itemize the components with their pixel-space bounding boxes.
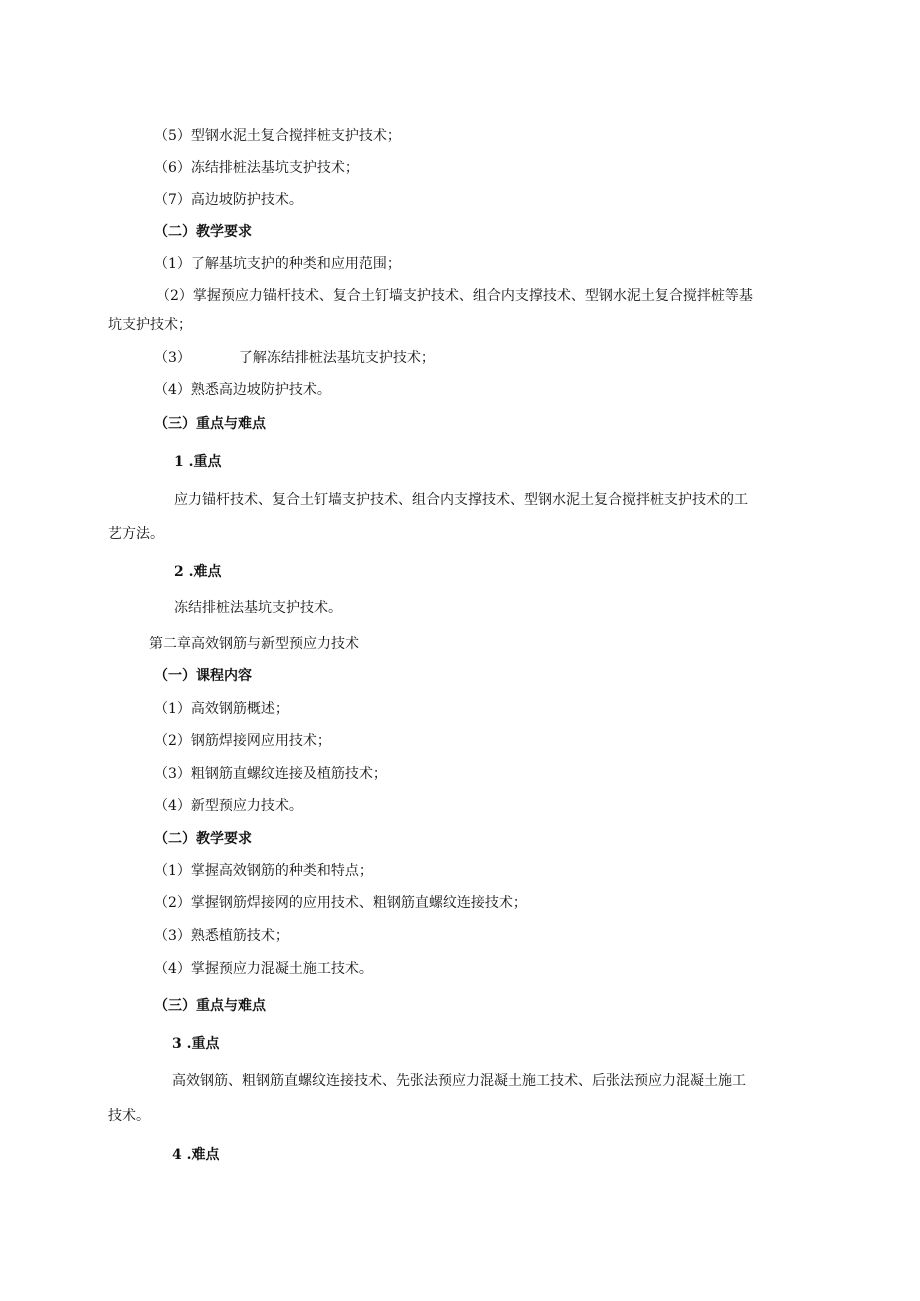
chapter2-teaching-item-3: （3）熟悉植筋技术； (154, 928, 289, 944)
chapter2-teaching-item-4: （4）掌握预应力混凝土施工技术。 (154, 961, 373, 977)
chapter2-content-item-4: （4）新型预应力技术。 (154, 798, 303, 814)
teaching-item-2-line1: （2）掌握预应力锚杆技术、复合土钉墙支护技术、组合内支撑技术、型钢水泥土复合搅拌桩等基 (156, 288, 753, 304)
chapter2-teaching-heading: （二）教学要求 (154, 831, 252, 847)
chapter2-key-difficult-heading: （三）重点与难点 (154, 998, 266, 1014)
chapter2-content-item-1: （1）高效钢筋概述； (154, 701, 289, 717)
teaching-item-3 (154, 348, 435, 368)
teaching-requirements-heading: （二）教学要求 (154, 224, 252, 240)
course-content-heading: （一）课程内容 (154, 668, 252, 684)
content-item-6: （6）冻结排桩法基坑支护技术； (154, 160, 359, 176)
content-item-5: （5）型钢水泥土复合搅拌桩支护技术； (154, 128, 401, 144)
key-points-text-line1: 应力锚杆技术、复合土钉墙支护技术、组合内支撑技术、型钢水泥土复合搅拌桩支护技术的工 (174, 492, 748, 508)
key-points-text-line2: 艺方法。 (108, 526, 164, 542)
chapter2-difficult-points-label: 4 .难点 (172, 1147, 220, 1163)
teaching-item-3-text: 了解冻结排桩法基坑支护技术； (238, 350, 435, 366)
chapter-2-title: 第二章高效钢筋与新型预应力技术 (149, 636, 359, 652)
key-points-label: 1 .重点 (174, 454, 222, 470)
chapter2-content-item-2: （2）钢筋焊接网应用技术； (154, 733, 331, 749)
teaching-item-1: （1）了解基坑支护的种类和应用范围； (154, 256, 401, 272)
teaching-item-2-line2: 坑支护技术； (108, 317, 192, 333)
chapter2-teaching-item-2: （2）掌握钢筋焊接网的应用技术、粗钢筋直螺纹连接技术； (154, 895, 527, 911)
key-difficult-heading: （三）重点与难点 (154, 416, 266, 432)
teaching-item-4: （4）熟悉高边坡防护技术。 (154, 382, 331, 398)
content-item-7: （7）高边坡防护技术。 (154, 192, 303, 208)
chapter2-key-points-label: 3 .重点 (172, 1036, 220, 1052)
difficult-points-text: 冻结排桩法基坑支护技术。 (174, 600, 342, 616)
teaching-item-3-number: （3） (154, 350, 191, 366)
chapter2-teaching-item-1: （1）掌握高效钢筋的种类和特点； (154, 863, 373, 879)
chapter2-key-points-text-line2: 技术。 (108, 1108, 150, 1124)
difficult-points-label: 2 .难点 (174, 564, 222, 580)
chapter2-content-item-3: （3）粗钢筋直螺纹连接及植筋技术； (154, 766, 387, 782)
chapter2-key-points-text-line1: 高效钢筋、粗钢筋直螺纹连接技术、先张法预应力混凝土施工技术、后张法预应力混凝土施工 (172, 1073, 746, 1089)
